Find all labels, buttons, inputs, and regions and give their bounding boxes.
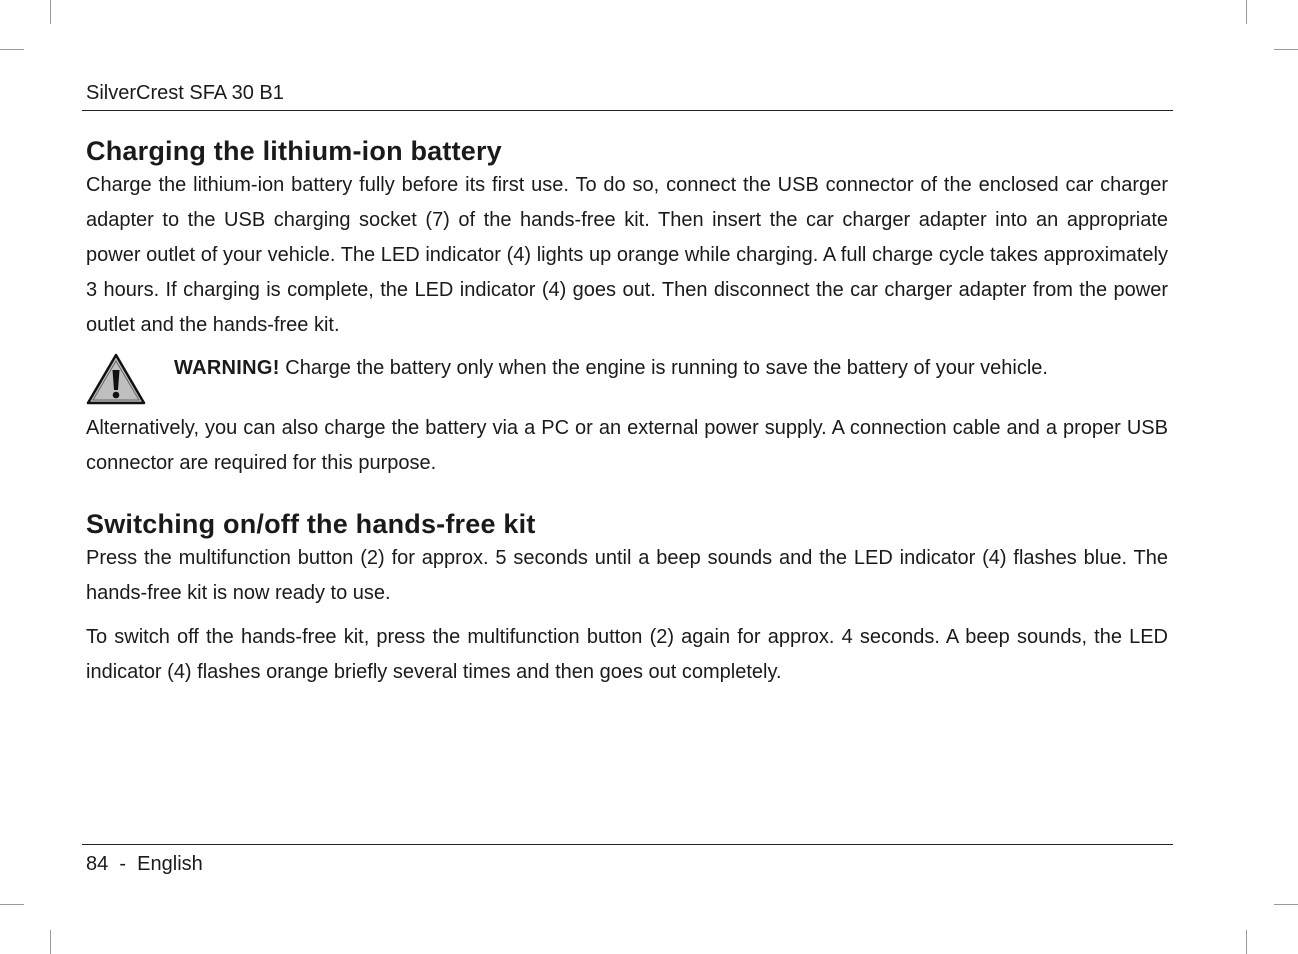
warning-label: WARNING! bbox=[174, 357, 280, 379]
section-heading: Switching on/off the hands-free kit bbox=[86, 509, 536, 539]
page-footer bbox=[86, 851, 203, 877]
warning-text bbox=[174, 353, 1048, 383]
section-heading: Charging the lithium-ion battery bbox=[86, 136, 502, 166]
running-header: SilverCrest SFA 30 B1 bbox=[86, 82, 284, 104]
paragraph: Charge the lithium-ion battery fully before its first use. To do so, connect the USB connector of the enclosed car charger adapter to the USB charging socket (7) of the hands-free kit. Then insert the car charger adapter into an appropriate power outlet of your vehicle. The LED indicator (4) lights up orange while charging. A full charge cycle takes approximately 3 hours. If charging is complete, the LED indicator (4) goes out. Then disconnect the car charger adapter from the power outlet and the hands-free kit. bbox=[86, 174, 1168, 336]
page-content bbox=[86, 134, 1168, 690]
section-switching bbox=[86, 507, 1168, 690]
section-charging bbox=[86, 134, 1168, 481]
crop-mark bbox=[0, 904, 24, 905]
header-rule bbox=[82, 110, 1173, 111]
crop-mark bbox=[50, 930, 51, 954]
page-number: 84 bbox=[86, 853, 109, 875]
crop-mark bbox=[1274, 904, 1298, 905]
footer-separator: - bbox=[119, 853, 127, 875]
warning-message: Charge the battery only when the engine is running to save the battery of your vehicle. bbox=[279, 357, 1048, 379]
footer-language: English bbox=[137, 853, 203, 875]
crop-mark bbox=[1274, 49, 1298, 50]
crop-mark bbox=[1246, 930, 1247, 954]
paragraph: Press the multifunction button (2) for approx. 5 seconds until a beep sounds and the LED indicator (4) flashes blue. The hands-free kit is now ready to use. bbox=[86, 547, 1168, 604]
warning-note bbox=[86, 349, 1168, 405]
crop-mark bbox=[0, 49, 24, 50]
paragraph: Alternatively, you can also charge the battery via a PC or an external power supply. A connection cable and a proper USB connector are required for this purpose. bbox=[86, 417, 1168, 474]
paragraph: To switch off the hands-free kit, press the multifunction button (2) again for approx. 4 seconds. A beep sounds, the LED indicator (4) flashes orange briefly several times and then goes out completely. bbox=[86, 626, 1168, 683]
warning-triangle-icon bbox=[86, 353, 146, 405]
crop-mark bbox=[50, 0, 51, 24]
footer-rule bbox=[82, 844, 1173, 845]
crop-mark bbox=[1246, 0, 1247, 24]
